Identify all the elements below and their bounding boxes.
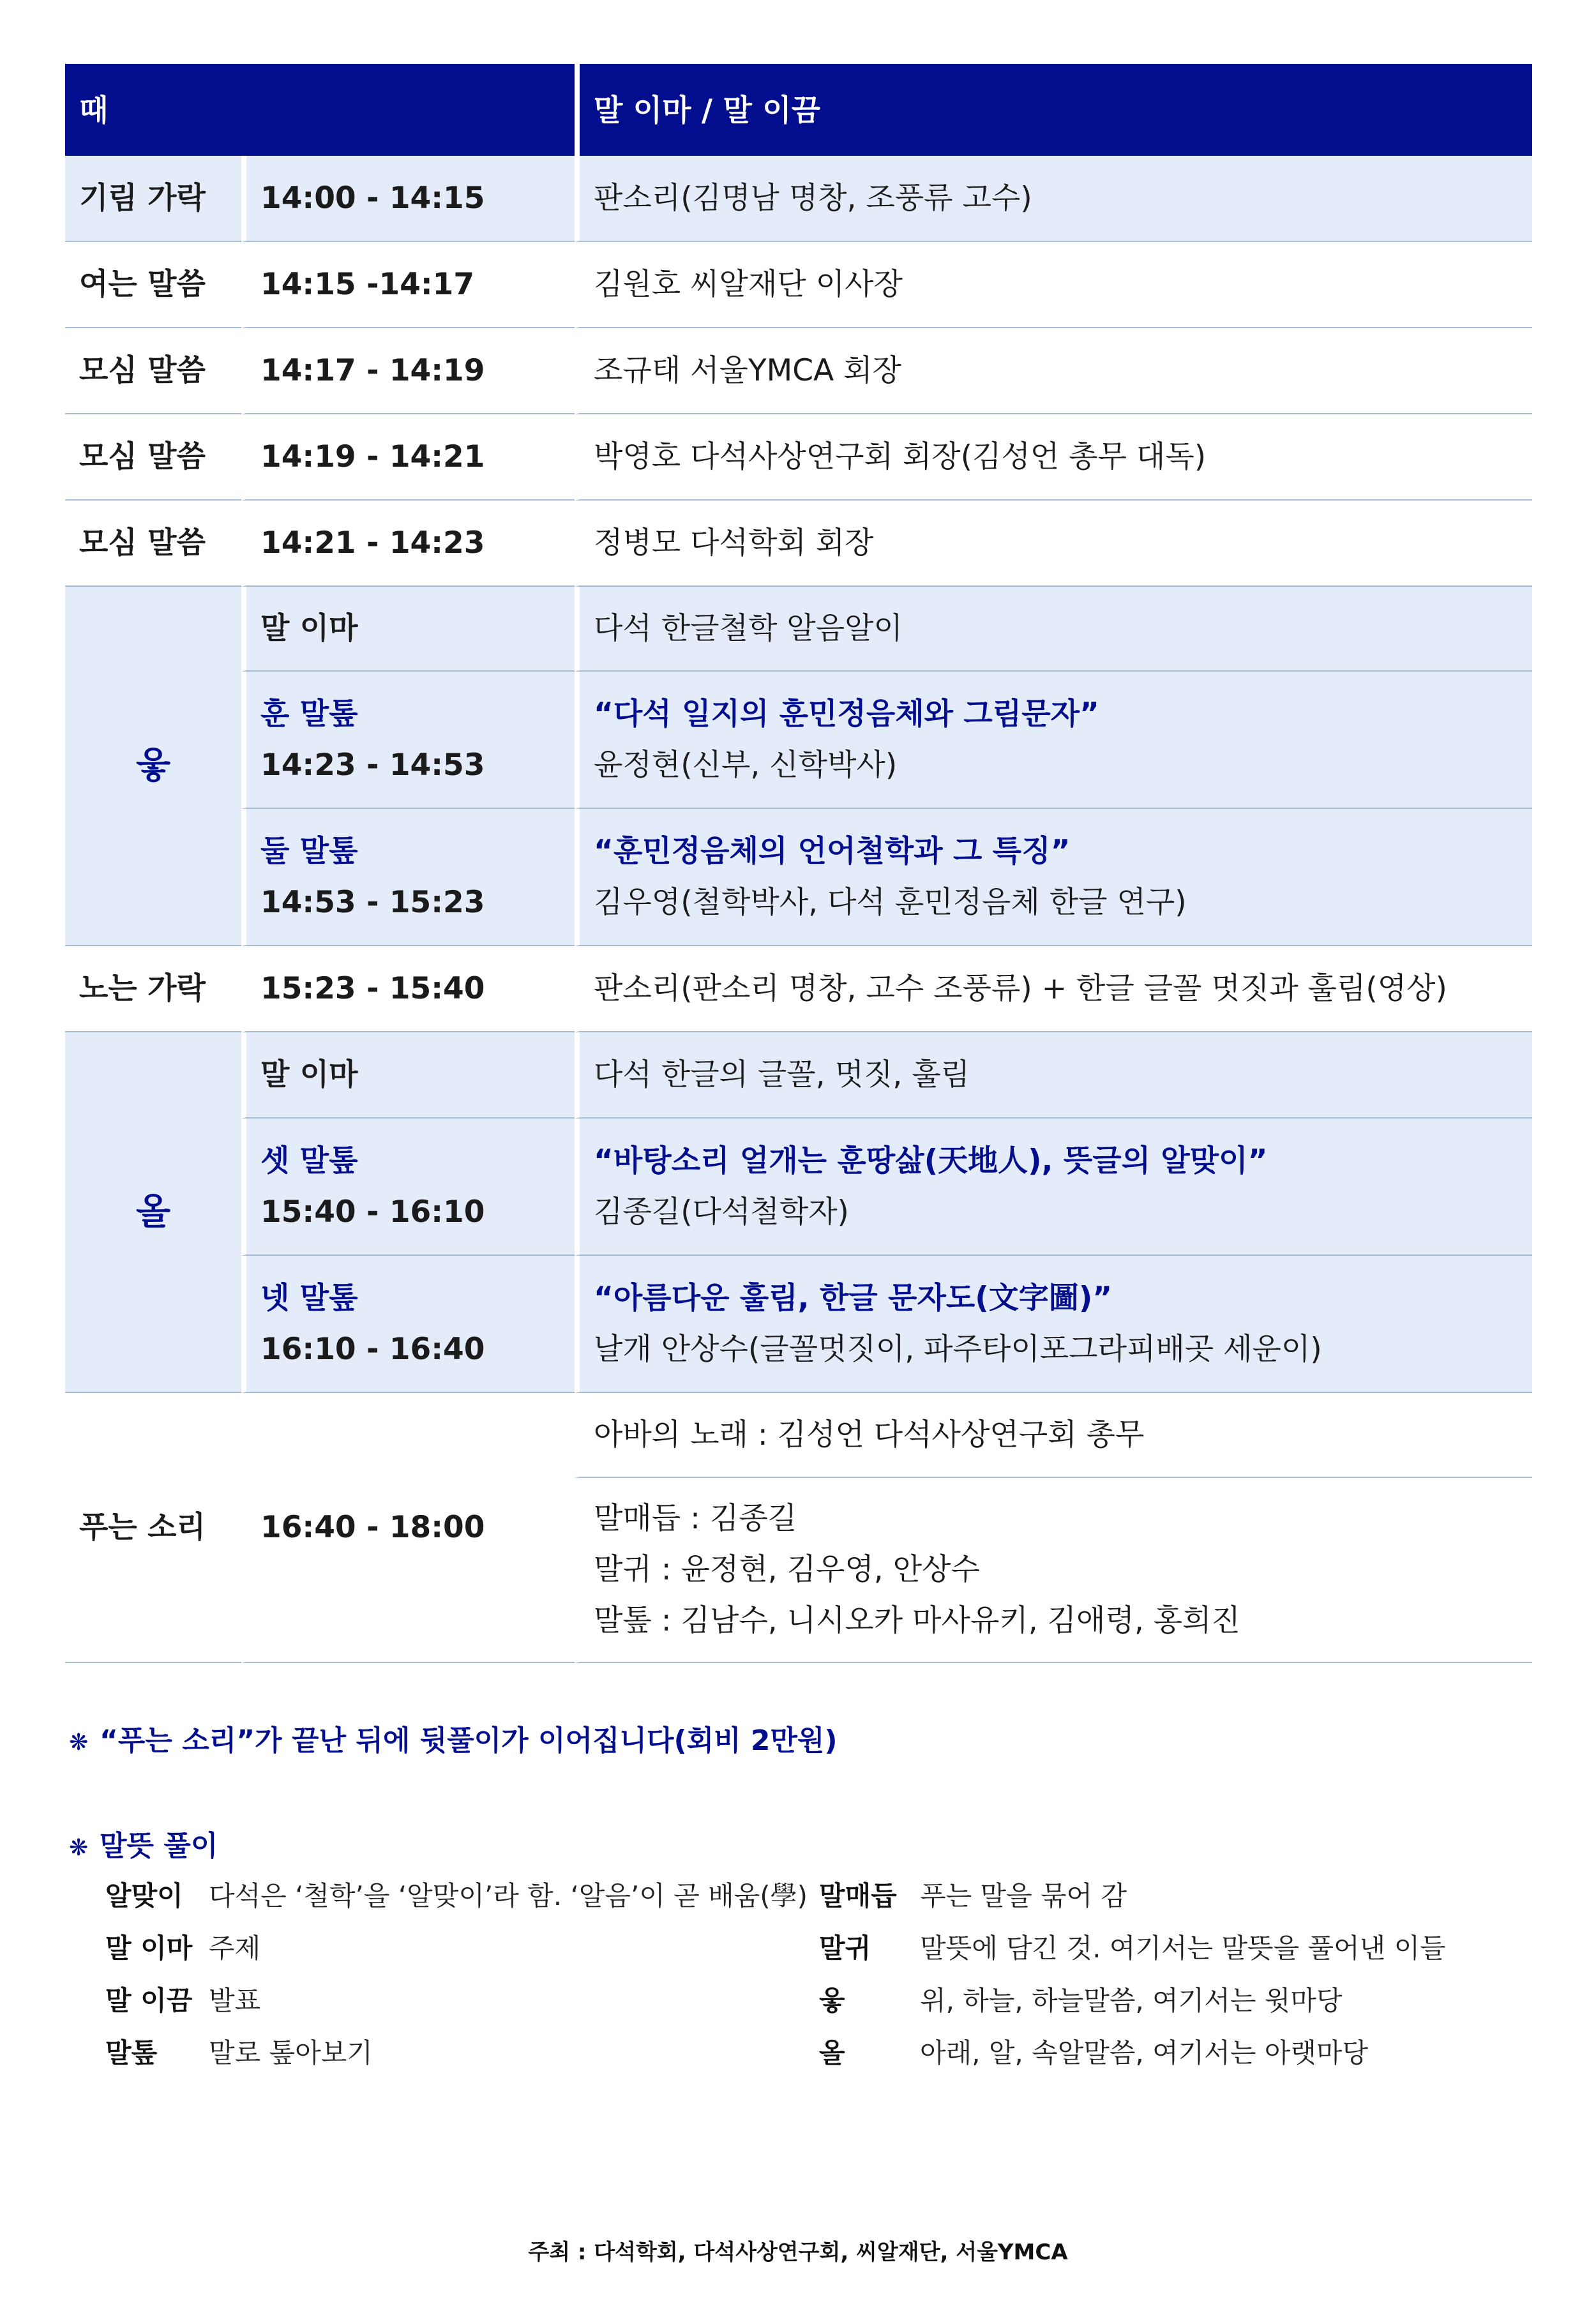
row-content: 박영호 다석사상연구회 회장(김성언 총무 대독) [575, 414, 1532, 501]
talk-4-time: 16:10 - 16:40 [260, 1331, 485, 1367]
section-up-label: 웋 [65, 587, 241, 946]
table-header [65, 64, 1532, 156]
talk-2-title: “훈민정음체의 언어철학과 그 특징” [594, 833, 1071, 869]
glossary-desc: 푸는 말을 묶어 감 [920, 1880, 1127, 1911]
glossary-desc: 위, 하늘, 하늘말씀, 여기서는 윗마당 [920, 1985, 1343, 2016]
row-part: 기림 가락 [65, 156, 241, 242]
glossary-title: 말뜻 풀이 [100, 1830, 218, 1862]
glossary-row [105, 1923, 1510, 1974]
row-time: 15:23 - 15:40 [241, 946, 575, 1032]
discussion-part: 푸는 소리 [65, 1393, 241, 1663]
asterism-icon: ❋ [69, 1835, 89, 1861]
talk-3-speaker: 김종길(다석철학자) [594, 1194, 849, 1230]
talk-1-cell [241, 672, 575, 809]
glossary-term: 알맞이 [105, 1880, 183, 1911]
glossary-term: 말 이마 [105, 1933, 193, 1964]
asterism-icon: ❋ [69, 1729, 89, 1756]
section-down-label: 올 [65, 1032, 241, 1393]
glossary-desc: 아래, 알, 속알말씀, 여기서는 아랫마당 [920, 2037, 1369, 2068]
row-content: 조규태 서울YMCA 회장 [575, 328, 1532, 414]
glossary-term: 말귀 [819, 1933, 871, 1964]
table-row [65, 1256, 1532, 1393]
row-time: 14:19 - 14:21 [241, 414, 575, 501]
after-party-text: “푸는 소리”가 끝난 뒤에 뒷풀이가 이어집니다(회비 2만원) [100, 1724, 838, 1757]
table-row [65, 809, 1532, 946]
table-row [65, 1032, 1532, 1119]
row-time: 14:00 - 14:15 [241, 156, 575, 242]
organizers-footer: 주최 : 다석학회, 다석사상연구회, 씨알재단, 서울YMCA [528, 2240, 1068, 2265]
glossary-row [105, 1975, 1510, 2026]
table-row [65, 946, 1532, 1032]
table-row [65, 1119, 1532, 1256]
row-time: 14:17 - 14:19 [241, 328, 575, 414]
table-row [65, 414, 1532, 501]
glossary-desc: 발표 [209, 1985, 261, 2016]
talk-2-content [575, 809, 1532, 946]
table-row [65, 328, 1532, 414]
talk-3-title: “바탕소리 얼개는 훈땅삺(天地人), 뜻글의 알맞이” [594, 1143, 1268, 1179]
glossary-desc: 말뜻에 담긴 것. 여기서는 말뜻을 풀어낸 이들 [920, 1933, 1446, 1964]
theme-label: 말 이마 [241, 1032, 575, 1119]
row-part: 모심 말씀 [65, 501, 241, 587]
row-time: 14:21 - 14:23 [241, 501, 575, 587]
talk-1-title: “다석 일지의 훈민정음체와 그림문자” [594, 696, 1099, 732]
talk-3-cell [241, 1119, 575, 1256]
talk-2-speaker: 김우영(철학박사, 다석 훈민정음체 한글 연구) [594, 884, 1187, 920]
discussion-moderator: 말매듭 : 김종길 [594, 1501, 797, 1536]
glossary-term: 말 이끔 [105, 1985, 193, 2016]
row-part: 모심 말씀 [65, 414, 241, 501]
program-table [65, 64, 1532, 1663]
after-party-note [69, 1717, 838, 1758]
row-content: 판소리(판소리 명창, 고수 조풍류) + 한글 글꼴 멋짓과 훌림(영상) [575, 946, 1532, 1032]
talk-1-speaker: 윤정현(신부, 신학박사) [594, 747, 898, 783]
discussion-time: 16:40 - 18:00 [241, 1393, 575, 1663]
discussion-discussants: 말톺 : 김남수, 니시오카 마사유키, 김애령, 홍희진 [594, 1603, 1240, 1638]
table-row [65, 672, 1532, 809]
glossary-term: 웋 [819, 1985, 845, 2016]
theme-label: 말 이마 [241, 587, 575, 672]
talk-4-speaker: 날개 안상수(글꼴멋짓이, 파주타이포그라피배곳 세운이) [594, 1331, 1322, 1367]
talk-2-time: 14:53 - 15:23 [260, 884, 485, 920]
glossary-desc: 주제 [209, 1933, 261, 1964]
talk-3-content [575, 1119, 1532, 1256]
table-row [65, 156, 1532, 242]
theme-content: 다석 한글의 글꼴, 멋짓, 훌림 [575, 1032, 1532, 1119]
talk-1-time: 14:23 - 14:53 [260, 747, 485, 783]
glossary-row [105, 1871, 1510, 1922]
talk-3-label: 셋 말톺 [260, 1143, 358, 1179]
talk-4-label: 넷 말톺 [260, 1280, 358, 1316]
glossary-term: 말톺 [105, 2037, 158, 2068]
header-topic: 말 이마 / 말 이끔 [575, 64, 1532, 156]
glossary-desc: 말로 톺아보기 [209, 2037, 373, 2068]
row-content: 판소리(김명남 명창, 조풍류 고수) [575, 156, 1532, 242]
discussion-panel [575, 1478, 1532, 1663]
talk-4-cell [241, 1256, 575, 1393]
table-row [65, 501, 1532, 587]
glossary-term: 올 [819, 2037, 845, 2068]
discussion-song: 아바의 노래 : 김성언 다석사상연구회 총무 [575, 1393, 1532, 1478]
glossary-heading [69, 1823, 218, 1864]
talk-4-title: “아름다운 훌림, 한글 문자도(文字圖)” [594, 1280, 1113, 1316]
talk-1-content [575, 672, 1532, 809]
glossary-row [105, 2028, 1510, 2079]
row-part: 모심 말씀 [65, 328, 241, 414]
glossary-term: 말매듭 [819, 1880, 897, 1911]
table-row [65, 587, 1532, 672]
table-row [65, 242, 1532, 328]
theme-content: 다석 한글철학 알음알이 [575, 587, 1532, 672]
talk-1-label: 훈 말톺 [260, 696, 358, 732]
talk-4-content [575, 1256, 1532, 1393]
row-time: 14:15 -14:17 [241, 242, 575, 328]
glossary-desc: 다석은 ‘철학’을 ‘알맞이’라 함. ‘알음’이 곧 배움(學) [209, 1880, 808, 1911]
row-content: 김원호 씨알재단 이사장 [575, 242, 1532, 328]
discussion-listeners: 말귀 : 윤정현, 김우영, 안상수 [594, 1552, 980, 1587]
header-time: 때 [65, 64, 575, 156]
talk-2-label: 둘 말톺 [260, 833, 358, 869]
row-part: 노는 가락 [65, 946, 241, 1032]
talk-2-cell [241, 809, 575, 946]
table-row [65, 1393, 1532, 1478]
row-content: 정병모 다석학회 회장 [575, 501, 1532, 587]
row-part: 여는 말씀 [65, 242, 241, 328]
talk-3-time: 15:40 - 16:10 [260, 1194, 485, 1230]
